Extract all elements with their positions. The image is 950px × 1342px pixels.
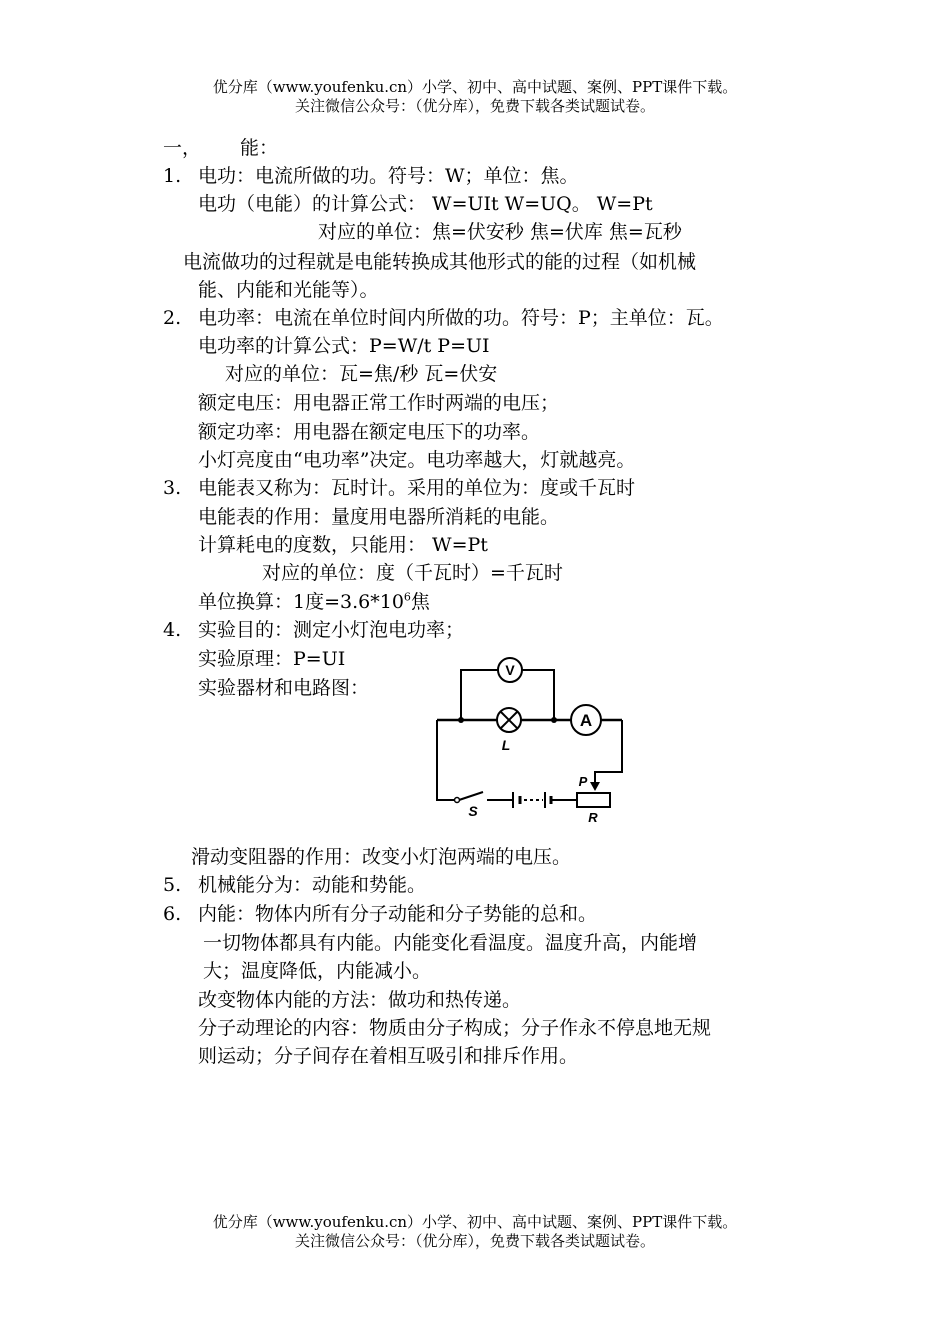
item-3-number: 3.: [163, 477, 182, 499]
circuit-diagram: [425, 652, 635, 832]
item-4-line-3: 实验器材和电路图：: [198, 677, 370, 699]
junction-dot-right: [551, 717, 557, 723]
item-4-line-1: 实验目的：测定小灯泡电功率；: [198, 619, 465, 641]
item-1-line-1: 电功：电流所做的功。符号：W；单位：焦。: [198, 165, 579, 187]
slider-label: P: [578, 774, 588, 789]
footer-line-2: 关注微信公众号：（优分库），免费下载各类试题试卷。: [294, 1232, 655, 1250]
item-3-line-5: [198, 590, 430, 614]
item-2-line-6: 小灯亮度由“电功率”决定。电功率越大，灯就越亮。: [198, 449, 636, 471]
switch-label: S: [468, 803, 478, 819]
unit-conversion-text: 单位换算：1度=3.6*10: [198, 591, 404, 613]
item-2-line-1: 电功率：电流在单位时间内所做的功。符号：P；主单位：瓦。: [198, 307, 724, 329]
unit-joule: 焦: [410, 591, 430, 613]
section-number: 一，: [163, 137, 202, 159]
item-2-line-3: 对应的单位：瓦=焦/秒 瓦=伏安: [225, 363, 498, 385]
item-6-line-6: 则运动；分子间存在着相互吸引和排斥作用。: [198, 1045, 579, 1067]
exponent: 6: [403, 590, 411, 604]
item-3-line-1: 电能表又称为：瓦时计。采用的单位为：度或千瓦时: [198, 477, 636, 499]
item-1-line-2: 电功（电能）的计算公式： W=UIt W=UQ。 W=Pt: [198, 193, 653, 215]
ammeter-label: A: [579, 711, 593, 730]
item-1-number: 1.: [163, 165, 182, 187]
item-2-number: 2.: [163, 307, 182, 329]
lamp-label: L: [501, 737, 511, 753]
item-6-number: 6.: [163, 903, 182, 925]
item-6-line-2: 一切物体都具有内能。内能变化看温度。温度升高，内能增: [203, 932, 698, 954]
item-3-line-4: 对应的单位：度（千瓦时）=千瓦时: [262, 562, 563, 584]
item-1-line-4: 电流做功的过程就是电能转换成其他形式的能的过程（如机械: [183, 251, 697, 273]
slider-arrow: [590, 782, 600, 791]
section-title: 能：: [240, 137, 279, 159]
item-4-number: 4.: [163, 619, 182, 641]
item-1-line-5: 能、内能和光能等）。: [198, 279, 379, 301]
footer-line-1: 优分库（www.youfenku.cn）小学、初中、高中试题、案例、PPT课件下载。: [212, 1213, 738, 1231]
item-2-line-5: 额定功率：用电器在额定电压下的功率。: [198, 421, 541, 443]
rheostat-label: R: [588, 810, 598, 825]
item-3-line-3: 计算耗电的度数，只能用： W=Pt: [198, 534, 488, 556]
header-line-2: 关注微信公众号：（优分库），免费下载各类试题试卷。: [294, 97, 655, 115]
item-4-line-2: 实验原理：P=UI: [198, 648, 346, 670]
header-line-1: 优分库（www.youfenku.cn）小学、初中、高中试题、案例、PPT课件下载。: [212, 78, 738, 96]
voltmeter-label: V: [505, 662, 515, 678]
switch-contact: [455, 798, 460, 803]
item-5-line-1: 机械能分为：动能和势能。: [198, 874, 427, 896]
item-3-line-2: 电能表的作用：量度用电器所消耗的电能。: [198, 506, 560, 528]
junction-dot-left: [458, 717, 464, 723]
item-2-line-2: 电功率的计算公式：P=W/t P=UI: [198, 335, 490, 357]
item-6-line-1: 内能：物体内所有分子动能和分子势能的总和。: [198, 903, 598, 925]
item-1-line-3: 对应的单位：焦=伏安秒 焦=伏库 焦=瓦秒: [318, 221, 682, 243]
item-2-line-4: 额定电压：用电器正常工作时两端的电压；: [198, 392, 560, 414]
item-4-line-4: 滑动变阻器的作用：改变小灯泡两端的电压。: [191, 846, 572, 868]
item-6-line-5: 分子动理论的内容：物质由分子构成；分子作永不停息地无规: [198, 1017, 712, 1039]
item-6-line-3: 大；温度降低，内能减小。: [203, 960, 432, 982]
item-6-line-4: 改变物体内能的方法：做功和热传递。: [198, 989, 522, 1011]
item-5-number: 5.: [163, 874, 182, 896]
